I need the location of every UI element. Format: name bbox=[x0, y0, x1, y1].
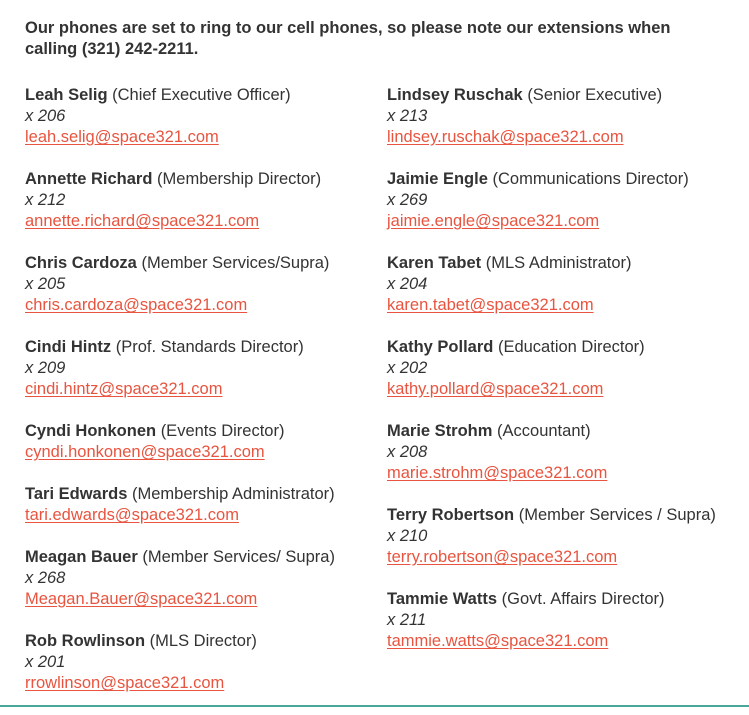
staff-entry bbox=[387, 505, 717, 568]
staff-column-left bbox=[25, 85, 370, 715]
staff-extension: x 211 bbox=[387, 611, 427, 629]
staff-email-link[interactable]: terry.robertson@space321.com bbox=[387, 548, 618, 566]
staff-heading bbox=[25, 169, 370, 190]
staff-column-right bbox=[387, 85, 717, 673]
staff-name: Lindsey Ruschak bbox=[387, 86, 523, 104]
staff-heading bbox=[25, 631, 370, 652]
staff-title: (Accountant) bbox=[497, 422, 591, 440]
staff-name: Cindi Hintz bbox=[25, 338, 112, 356]
staff-title: (Member Services/Supra) bbox=[141, 254, 330, 272]
staff-entry bbox=[387, 337, 717, 400]
staff-entry bbox=[25, 484, 370, 526]
staff-extension: x 269 bbox=[387, 191, 428, 209]
staff-title: (Member Services / Supra) bbox=[518, 506, 716, 524]
staff-name: Chris Cardoza bbox=[25, 254, 137, 272]
staff-extension: x 204 bbox=[387, 275, 428, 293]
staff-title: (Membership Administrator) bbox=[132, 485, 335, 503]
staff-title: (Membership Director) bbox=[157, 170, 322, 188]
staff-title: (MLS Director) bbox=[149, 632, 257, 650]
staff-title: (Education Director) bbox=[497, 338, 645, 356]
staff-entry bbox=[25, 547, 370, 610]
staff-extension: x 205 bbox=[25, 275, 66, 293]
staff-extension: x 201 bbox=[25, 653, 66, 671]
staff-entry bbox=[387, 85, 717, 148]
staff-extension: x 213 bbox=[387, 107, 428, 125]
staff-name: Tammie Watts bbox=[387, 590, 498, 608]
staff-email-link[interactable]: leah.selig@space321.com bbox=[25, 128, 219, 146]
staff-title: (Member Services/ Supra) bbox=[142, 548, 335, 566]
staff-email-link[interactable]: cyndi.honkonen@space321.com bbox=[25, 443, 265, 461]
staff-entry bbox=[25, 253, 370, 316]
staff-name: Terry Robertson bbox=[387, 506, 515, 524]
staff-email-link[interactable]: jaimie.engle@space321.com bbox=[387, 212, 600, 230]
staff-heading bbox=[387, 169, 717, 190]
staff-email-link[interactable]: Meagan.Bauer@space321.com bbox=[25, 590, 258, 608]
staff-title: (Events Director) bbox=[160, 422, 285, 440]
staff-extension: x 202 bbox=[387, 359, 428, 377]
staff-email-link[interactable]: kathy.pollard@space321.com bbox=[387, 380, 604, 398]
staff-name: Jaimie Engle bbox=[387, 170, 488, 188]
staff-name: Marie Strohm bbox=[387, 422, 493, 440]
staff-heading bbox=[387, 421, 717, 442]
staff-email-link[interactable]: rrowlinson@space321.com bbox=[25, 674, 225, 692]
staff-name: Karen Tabet bbox=[387, 254, 482, 272]
staff-title: (MLS Administrator) bbox=[485, 254, 632, 272]
staff-title: (Chief Executive Officer) bbox=[112, 86, 291, 104]
staff-heading bbox=[25, 421, 370, 442]
staff-name: Annette Richard bbox=[25, 170, 153, 188]
staff-email-link[interactable]: chris.cardoza@space321.com bbox=[25, 296, 248, 314]
staff-extension: x 208 bbox=[387, 443, 428, 461]
staff-heading bbox=[25, 484, 370, 505]
staff-email-link[interactable]: karen.tabet@space321.com bbox=[387, 296, 594, 314]
staff-email-link[interactable]: lindsey.ruschak@space321.com bbox=[387, 128, 624, 146]
staff-extension: x 212 bbox=[25, 191, 66, 209]
staff-email-link[interactable]: cindi.hintz@space321.com bbox=[25, 380, 223, 398]
staff-entry bbox=[25, 421, 370, 463]
staff-email-link[interactable]: tammie.watts@space321.com bbox=[387, 632, 609, 650]
staff-extension: x 268 bbox=[25, 569, 66, 587]
staff-heading bbox=[387, 85, 717, 106]
staff-extension: x 209 bbox=[25, 359, 66, 377]
staff-entry bbox=[25, 337, 370, 400]
staff-heading bbox=[387, 337, 717, 358]
intro-text: Our phones are set to ring to our cell phones, so please note our extensions when calling (321) 242-2211. bbox=[25, 19, 671, 58]
staff-name: Rob Rowlinson bbox=[25, 632, 146, 650]
staff-name: Tari Edwards bbox=[25, 485, 128, 503]
staff-entry bbox=[25, 631, 370, 694]
staff-name: Cyndi Honkonen bbox=[25, 422, 157, 440]
staff-heading bbox=[25, 337, 370, 358]
staff-heading bbox=[25, 253, 370, 274]
staff-name: Kathy Pollard bbox=[387, 338, 494, 356]
staff-email-link[interactable]: marie.strohm@space321.com bbox=[387, 464, 608, 482]
staff-extension: x 206 bbox=[25, 107, 66, 125]
staff-name: Leah Selig bbox=[25, 86, 108, 104]
staff-heading bbox=[25, 547, 370, 568]
staff-entry bbox=[25, 169, 370, 232]
staff-title: (Govt. Affairs Director) bbox=[501, 590, 665, 608]
staff-email-link[interactable]: tari.edwards@space321.com bbox=[25, 506, 239, 524]
staff-heading bbox=[387, 589, 717, 610]
staff-name: Meagan Bauer bbox=[25, 548, 138, 566]
bottom-divider bbox=[0, 705, 749, 707]
staff-entry bbox=[387, 169, 717, 232]
staff-title: (Communications Director) bbox=[492, 170, 689, 188]
staff-email-link[interactable]: annette.richard@space321.com bbox=[25, 212, 260, 230]
staff-extension: x 210 bbox=[387, 527, 428, 545]
staff-entry bbox=[387, 421, 717, 484]
staff-entry bbox=[25, 85, 370, 148]
staff-heading bbox=[387, 505, 717, 526]
staff-entry bbox=[387, 589, 717, 652]
staff-entry bbox=[387, 253, 717, 316]
staff-heading bbox=[387, 253, 717, 274]
staff-heading bbox=[25, 85, 370, 106]
staff-title: (Senior Executive) bbox=[527, 86, 663, 104]
staff-title: (Prof. Standards Director) bbox=[115, 338, 304, 356]
